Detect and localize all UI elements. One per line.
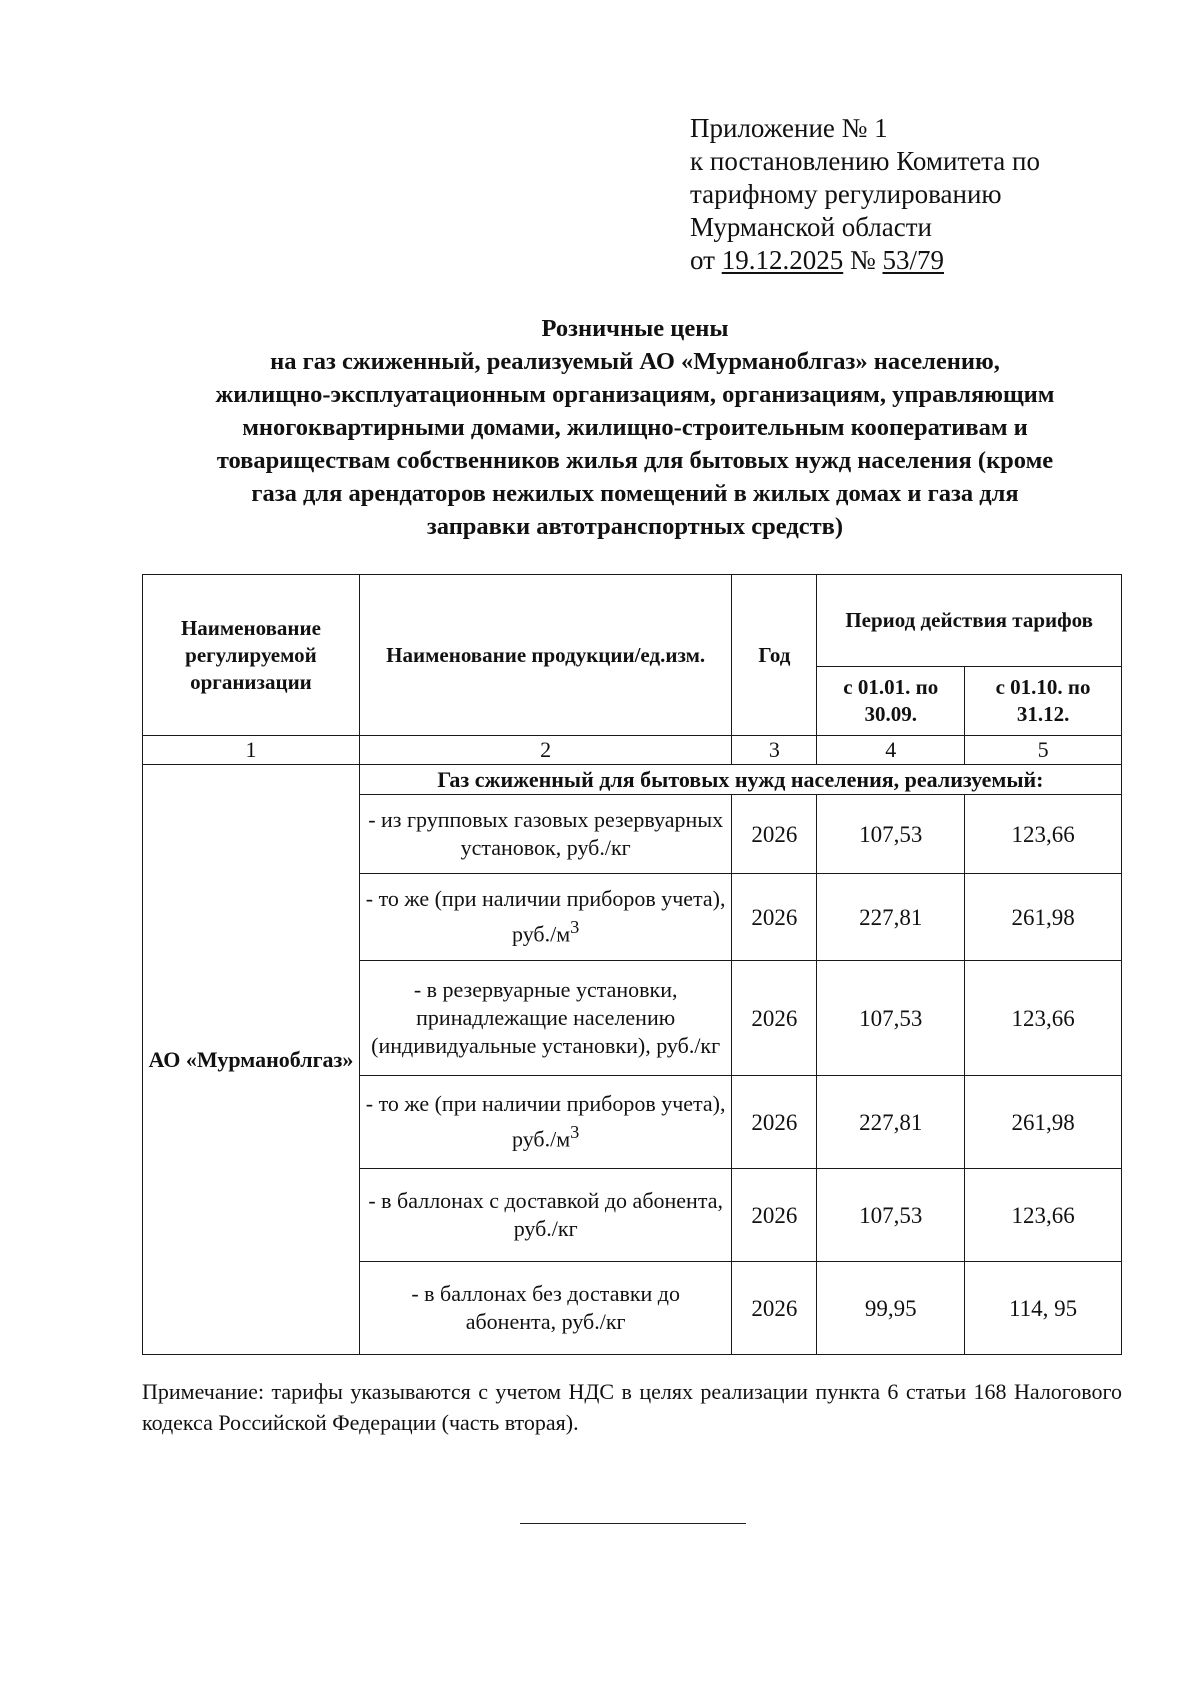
product-cell xyxy=(359,874,732,961)
year-cell: 2026 xyxy=(732,1076,817,1169)
end-rule xyxy=(520,1523,746,1524)
price-period-2: 261,98 xyxy=(965,874,1122,961)
title-line: заправки автотранспортных средств) xyxy=(426,513,844,540)
product-cell xyxy=(359,1076,732,1169)
title-line: газа для арендаторов нежилых помещений в жилых домах и газа для xyxy=(251,480,1019,507)
appendix-block xyxy=(690,112,1170,277)
unit-superscript: 3 xyxy=(570,1122,580,1143)
year-cell: 2026 xyxy=(732,795,817,874)
header-year: Год xyxy=(732,575,817,736)
column-number: 2 xyxy=(359,736,732,765)
product-text: - то же (при наличии приборов учета), руб./м xyxy=(365,1091,726,1152)
footnote: Примечание: тарифы указываются с учетом НДС в целях реализации пункта 6 статьи 168 Налогового кодекса Российской Федерации (часть вторая). xyxy=(142,1379,1122,1435)
product-cell: - в резервуарные установки, принадлежащие населению (индивидуальные установки), руб./кг xyxy=(359,961,732,1076)
unit-superscript: 3 xyxy=(570,917,580,938)
price-period-2: 123,66 xyxy=(965,795,1122,874)
appendix-date: 19.12.2025 xyxy=(721,245,844,275)
price-period-1: 227,81 xyxy=(817,874,965,961)
title-line: товариществам собственников жилья для бытовых нужд населения (кроме xyxy=(216,447,1054,474)
product-text: - то же (при наличии приборов учета), руб./м xyxy=(365,886,726,947)
appendix-date-line xyxy=(690,244,1170,277)
title-line: Розничные цены xyxy=(541,315,729,342)
appendix-line: Мурманской области xyxy=(690,212,932,242)
appendix-line: к постановлению Комитета по xyxy=(690,146,1040,176)
section-heading: Газ сжиженный для бытовых нужд населения, реализуемый: xyxy=(359,765,1121,795)
appendix-from: от xyxy=(690,245,715,275)
appendix-line: тарифному регулированию xyxy=(690,179,1002,209)
price-period-1: 227,81 xyxy=(817,1076,965,1169)
price-period-2: 123,66 xyxy=(965,1169,1122,1262)
price-period-1: 107,53 xyxy=(817,961,965,1076)
product-cell: - в баллонах с доставкой до абонента, руб./кг xyxy=(359,1169,732,1262)
column-number: 1 xyxy=(143,736,360,765)
title-line: жилищно-эксплуатационным организациям, организациям, управляющим xyxy=(215,381,1055,408)
header-period-2: с 01.10. по 31.12. xyxy=(965,666,1122,735)
header-org: Наименование регулируемой организации xyxy=(143,575,360,736)
price-period-1: 107,53 xyxy=(817,795,965,874)
price-period-2: 261,98 xyxy=(965,1076,1122,1169)
appendix-line: Приложение № 1 xyxy=(690,113,888,143)
column-number: 3 xyxy=(732,736,817,765)
header-period: Период действия тарифов xyxy=(817,575,1122,667)
price-period-2: 123,66 xyxy=(965,961,1122,1076)
document-title xyxy=(120,312,1150,543)
year-cell: 2026 xyxy=(732,961,817,1076)
year-cell: 2026 xyxy=(732,1169,817,1262)
year-cell: 2026 xyxy=(732,1262,817,1355)
column-number: 4 xyxy=(817,736,965,765)
title-line: на газ сжиженный, реализуемый АО «Мурманоблгаз» населению, xyxy=(270,348,1000,375)
year-cell: 2026 xyxy=(732,874,817,961)
appendix-number-sign: № xyxy=(849,245,876,275)
product-cell: - в баллонах без доставки до абонента, руб./кг xyxy=(359,1262,732,1355)
appendix-number: 53/79 xyxy=(882,245,944,275)
header-product: Наименование продукции/ед.изм. xyxy=(359,575,732,736)
product-cell: - из групповых газовых резервуарных установок, руб./кг xyxy=(359,795,732,874)
price-period-1: 99,95 xyxy=(817,1262,965,1355)
header-period-1: с 01.01. по 30.09. xyxy=(817,666,965,735)
tariff-table xyxy=(142,574,1122,1355)
price-period-1: 107,53 xyxy=(817,1169,965,1262)
title-line: многоквартирными домами, жилищно-строительным кооперативам и xyxy=(242,414,1028,441)
column-number: 5 xyxy=(965,736,1122,765)
price-period-2: 114, 95 xyxy=(965,1262,1122,1355)
org-name: АО «Мурманоблгаз» xyxy=(143,765,360,1355)
